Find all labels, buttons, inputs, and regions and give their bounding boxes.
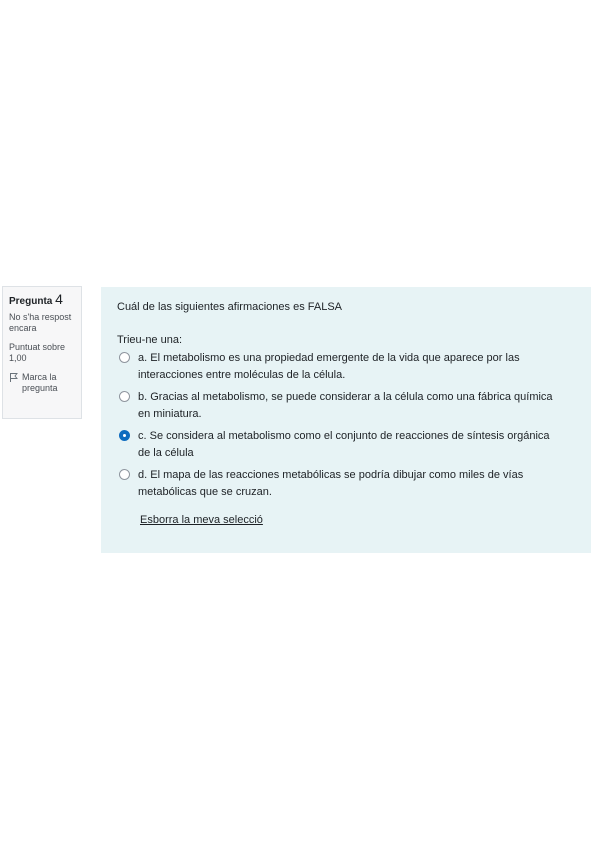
question-grade: Puntuat sobre 1,00 — [9, 342, 66, 363]
answer-options — [119, 350, 575, 500]
answer-option-a[interactable] — [119, 350, 575, 383]
answer-option-b[interactable] — [119, 389, 575, 422]
answer-option-label: d. El mapa de las reacciones metabólicas se podría dibujar como miles de vías metabólicas que se cruzan. — [138, 469, 524, 498]
radio-button-d[interactable] — [119, 469, 130, 480]
answer-prompt: Trieu-ne una: — [117, 334, 183, 346]
question-content — [101, 287, 591, 553]
radio-button-c[interactable] — [119, 430, 130, 441]
question-number-heading — [9, 291, 76, 307]
question-state: No s'ha respost encara — [9, 312, 72, 333]
question-info-panel — [2, 286, 82, 419]
answer-option-label: b. Gracias al metabolismo, se puede considerar a la célula como una fábrica química en miniatura. — [138, 391, 553, 420]
answer-option-label: c. Se considera al metabolismo como el conjunto de reacciones de síntesis orgánica de la célula — [138, 430, 550, 459]
question-label: Pregunta — [9, 296, 53, 307]
radio-button-a[interactable] — [119, 352, 130, 363]
answer-option-d[interactable] — [119, 467, 575, 500]
flag-icon — [9, 372, 19, 383]
flag-question-label: Marca la pregunta — [22, 372, 58, 393]
question-text: Cuál de las siguientes afirmaciones es FALSA — [117, 301, 343, 313]
answer-option-label: a. El metabolismo es una propiedad emergente de la vida que aparece por las interacciones entre moléculas de la célula. — [138, 352, 520, 381]
clear-selection-link[interactable]: Esborra la meva selecció — [140, 514, 263, 526]
answer-option-c[interactable] — [119, 428, 575, 461]
radio-button-b[interactable] — [119, 391, 130, 402]
question-number: 4 — [55, 291, 63, 307]
flag-question-button[interactable] — [9, 372, 76, 394]
